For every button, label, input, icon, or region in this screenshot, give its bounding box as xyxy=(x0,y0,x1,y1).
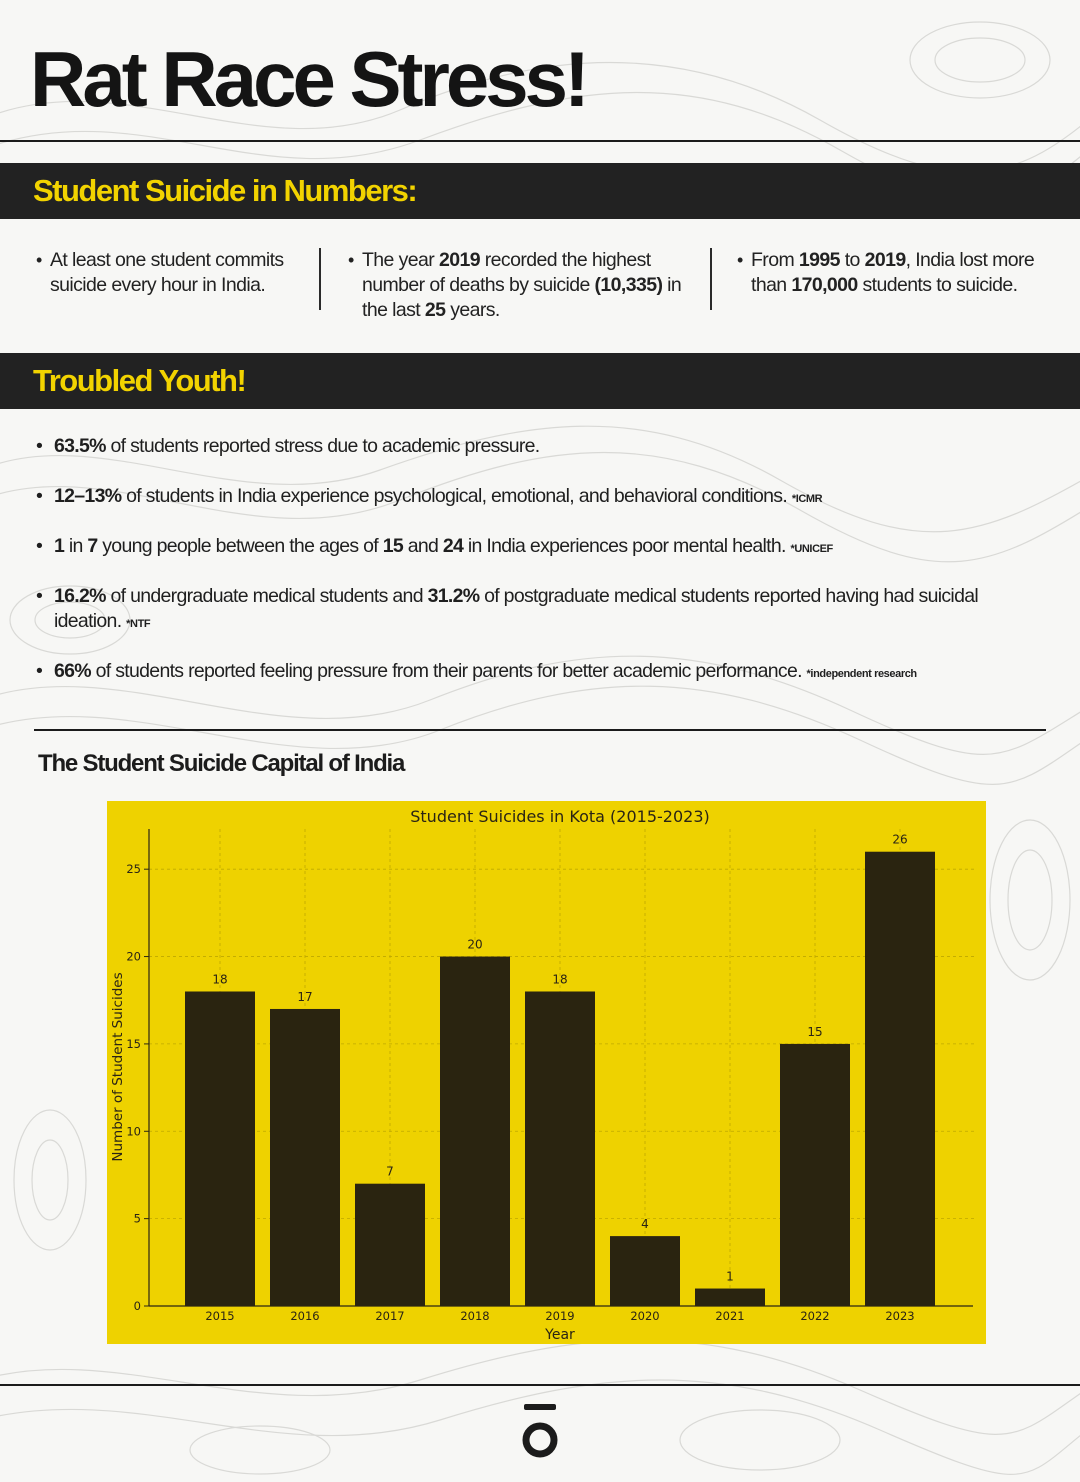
x-tick-label-2023: 2023 xyxy=(885,1309,915,1323)
stat-3-end-year: 2019 xyxy=(864,249,906,271)
bar-value-label-2023: 26 xyxy=(892,832,908,847)
chart-title: Student Suicides in Kota (2015-2023) xyxy=(410,807,710,826)
brand-logo-icon xyxy=(519,1402,561,1462)
bar-value-label-2021: 1 xyxy=(726,1269,734,1284)
stat-divider-1 xyxy=(319,248,321,310)
x-tick-label-2018: 2018 xyxy=(460,1309,490,1323)
bar-2021 xyxy=(695,1289,765,1306)
bar-value-label-2016: 17 xyxy=(297,989,313,1004)
bar-value-label-2022: 15 xyxy=(807,1024,823,1039)
stat-2-deaths: (10,335) xyxy=(594,274,663,296)
stat-item-1 xyxy=(36,248,316,298)
bar-value-label-2020: 4 xyxy=(641,1217,649,1232)
youth-bullet-4: • 16.2% of undergraduate medical students and 31.2% of postgraduate medical students reported having had suicidal ideation. *NTF xyxy=(36,585,978,632)
source-tag: *NTF xyxy=(126,618,151,630)
bar-value-label-2018: 20 xyxy=(467,937,483,952)
bullet-icon: • xyxy=(36,485,43,507)
youth-bullet-1: • 63.5% of students reported stress due to academic pressure. xyxy=(36,435,540,457)
bar-value-label-2019: 18 xyxy=(552,972,568,987)
stat-2-years: 25 xyxy=(424,299,446,321)
section-band-numbers xyxy=(0,163,1080,219)
stat-3-count: 170,000 xyxy=(791,274,858,296)
bar-2022 xyxy=(780,1044,850,1306)
bullet-icon: • xyxy=(36,535,43,557)
bar-2020 xyxy=(610,1236,680,1306)
chart-y-label: Number of Student Suicides xyxy=(110,972,126,1162)
section-heading-numbers: Student Suicide in Numbers: xyxy=(33,173,417,208)
y-tick-label: 0 xyxy=(133,1299,141,1313)
bar-chart xyxy=(107,801,986,1344)
stat-2-year: 2019 xyxy=(438,249,480,271)
bar-2023 xyxy=(865,852,935,1306)
x-tick-label-2022: 2022 xyxy=(800,1309,830,1323)
section-heading-youth: Troubled Youth! xyxy=(33,363,246,398)
x-tick-label-2021: 2021 xyxy=(715,1309,745,1323)
bar-2018 xyxy=(440,957,510,1306)
bar-chart-panel xyxy=(107,801,986,1344)
chart-section-heading: The Student Suicide Capital of India xyxy=(38,750,405,777)
title-divider xyxy=(0,140,1080,142)
bullet-icon: • xyxy=(737,250,743,270)
stat-3-start-year: 1995 xyxy=(798,249,840,271)
x-tick-label-2015: 2015 xyxy=(205,1309,235,1323)
bullet-icon: • xyxy=(36,250,42,270)
y-tick-label: 10 xyxy=(126,1124,141,1139)
stat-divider-2 xyxy=(710,248,712,310)
page-title: Rat Race Stress! xyxy=(30,35,586,123)
x-tick-label-2020: 2020 xyxy=(630,1309,660,1323)
bullet-icon: • xyxy=(348,250,354,270)
source-tag: *independent research xyxy=(806,668,917,680)
youth-bullet-3: • 1 in 7 young people between the ages of 15 and 24 in India experiences poor mental health. *UNICEF xyxy=(36,535,833,557)
bar-2017 xyxy=(355,1184,425,1306)
footer-divider xyxy=(0,1384,1080,1386)
source-tag: *ICMR xyxy=(791,493,823,505)
bullet-icon: • xyxy=(36,435,43,457)
bar-value-label-2015: 18 xyxy=(212,972,228,987)
stat-item-2: • The year 2019 recorded the highest number of deaths by suicide (10,335) in the last 25 years. xyxy=(348,249,682,321)
youth-bullet-2: • 12–13% of students in India experience psychological, emotional, and behavioral conditions. *ICMR xyxy=(36,485,823,507)
chart-divider xyxy=(34,729,1046,731)
stat-item-3: • From 1995 to 2019, India lost more than 170,000 students to suicide. xyxy=(737,249,1035,296)
y-tick-label: 25 xyxy=(126,862,141,877)
y-tick-label: 5 xyxy=(133,1211,141,1226)
bullet-icon: • xyxy=(36,585,43,607)
bar-2015 xyxy=(185,991,255,1306)
stat-1-text: At least one student commits suicide every hour in India. xyxy=(50,249,284,296)
x-tick-label-2017: 2017 xyxy=(375,1309,405,1323)
bar-2019 xyxy=(525,991,595,1306)
bar-2016 xyxy=(270,1009,340,1306)
y-tick-label: 20 xyxy=(126,949,141,964)
x-tick-label-2019: 2019 xyxy=(545,1309,575,1323)
bullet-icon: • xyxy=(36,660,43,682)
youth-bullet-5: • 66% of students reported feeling pressure from their parents for better academic performance. *independent research xyxy=(36,660,917,682)
x-tick-label-2016: 2016 xyxy=(290,1309,320,1323)
y-tick-label: 15 xyxy=(126,1036,141,1051)
chart-x-label: Year xyxy=(545,1327,575,1343)
bar-value-label-2017: 7 xyxy=(386,1164,394,1179)
section-band-youth xyxy=(0,353,1080,409)
source-tag: *UNICEF xyxy=(790,543,833,555)
